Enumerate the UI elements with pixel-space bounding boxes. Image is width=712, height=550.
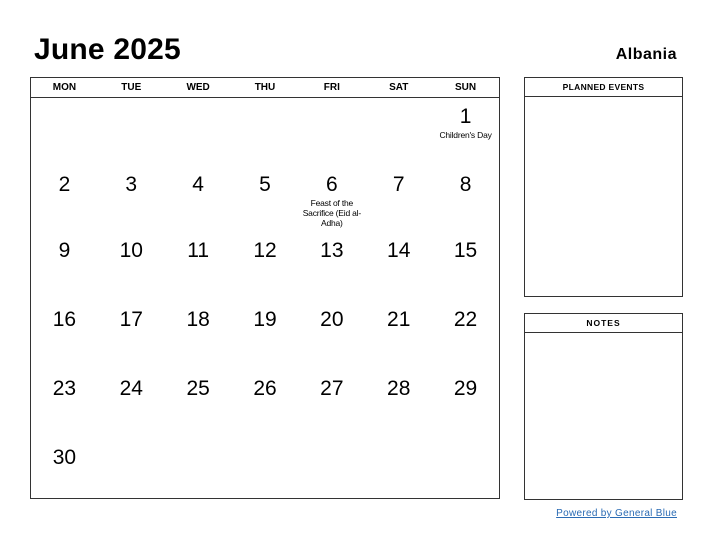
day-number: 28 xyxy=(387,377,411,400)
day-number: 4 xyxy=(192,173,204,196)
day-cell xyxy=(98,370,165,439)
weekday-tue: TUE xyxy=(121,82,142,93)
day-cell xyxy=(98,439,165,507)
day-cell xyxy=(165,166,232,232)
day-number: 16 xyxy=(52,308,77,331)
day-cell xyxy=(165,370,232,439)
weekday-sat: SAT xyxy=(389,82,409,93)
day-number: 15 xyxy=(453,239,478,262)
country-label: Albania xyxy=(615,46,677,63)
day-number: 12 xyxy=(253,239,277,262)
day-cell xyxy=(232,439,299,507)
calendar-body xyxy=(31,98,499,507)
calendar-grid xyxy=(30,77,500,499)
planned-events-panel xyxy=(524,77,683,297)
day-number: 22 xyxy=(453,308,478,331)
day-number: 7 xyxy=(392,173,405,196)
weekday-wed: WED xyxy=(186,82,210,93)
day-cell xyxy=(432,370,499,439)
day-number: 6 xyxy=(326,173,338,196)
planned-events-heading: PLANNED EVENTS xyxy=(525,78,682,97)
day-number: 29 xyxy=(453,377,478,400)
day-number: 26 xyxy=(253,377,277,400)
page-title: June 2025 xyxy=(34,33,181,66)
day-number: 27 xyxy=(320,377,344,400)
day-number: 24 xyxy=(119,377,143,400)
day-cell xyxy=(31,439,98,507)
day-cell xyxy=(165,301,232,370)
day-cell xyxy=(298,232,365,301)
day-cell xyxy=(365,439,432,507)
day-cell xyxy=(232,301,299,370)
day-cell xyxy=(98,232,165,301)
day-cell xyxy=(232,166,299,232)
day-number: 25 xyxy=(186,377,210,400)
day-cell xyxy=(232,370,299,439)
day-number: 13 xyxy=(320,239,344,262)
day-cell xyxy=(365,166,432,232)
notes-heading: NOTES xyxy=(525,314,682,333)
day-number: 5 xyxy=(259,173,271,196)
day-cell xyxy=(432,232,499,301)
day-cell xyxy=(232,98,299,166)
weekday-fri: FRI xyxy=(323,82,340,93)
day-cell xyxy=(365,232,432,301)
day-number: 19 xyxy=(253,308,277,331)
day-number: 14 xyxy=(387,239,411,262)
day-cell xyxy=(165,439,232,507)
day-cell xyxy=(365,98,432,166)
day-cell xyxy=(432,98,499,166)
day-number: 10 xyxy=(119,239,143,262)
day-number: 3 xyxy=(125,173,138,196)
day-number: 9 xyxy=(58,239,71,262)
weekday-header xyxy=(31,78,499,98)
day-cell xyxy=(98,166,165,232)
holiday-label: Children's Day xyxy=(439,130,492,140)
day-cell xyxy=(298,98,365,166)
day-cell xyxy=(298,439,365,507)
day-cell xyxy=(165,232,232,301)
day-number: 18 xyxy=(186,308,210,331)
day-cell xyxy=(298,370,365,439)
day-number: 23 xyxy=(52,377,77,400)
day-number: 8 xyxy=(459,173,472,196)
day-number: 21 xyxy=(387,308,411,331)
notes-panel xyxy=(524,313,683,500)
day-cell xyxy=(298,301,365,370)
weekday-thu: THU xyxy=(254,82,276,93)
day-cell xyxy=(365,370,432,439)
day-cell xyxy=(98,98,165,166)
day-cell xyxy=(31,370,98,439)
day-number: 17 xyxy=(119,308,143,331)
day-number: 30 xyxy=(52,446,77,469)
day-cell xyxy=(432,439,499,507)
day-cell xyxy=(165,98,232,166)
weekday-mon: MON xyxy=(52,82,77,93)
day-cell xyxy=(31,98,98,166)
day-cell xyxy=(365,301,432,370)
day-cell xyxy=(31,232,98,301)
day-cell xyxy=(432,166,499,232)
day-number: 20 xyxy=(320,308,344,331)
weekday-sun: SUN xyxy=(455,82,477,93)
day-cell xyxy=(298,166,365,232)
day-cell xyxy=(232,232,299,301)
powered-by-link[interactable]: Powered by General Blue xyxy=(556,508,677,519)
day-cell xyxy=(432,301,499,370)
day-number: 1 xyxy=(459,105,472,128)
day-cell xyxy=(31,301,98,370)
day-cell xyxy=(31,166,98,232)
day-number: 11 xyxy=(187,239,210,262)
day-cell xyxy=(98,301,165,370)
day-number: 2 xyxy=(58,173,71,196)
holiday-label: Feast of the Sacrifice (Eid al-Adha) xyxy=(302,198,361,228)
